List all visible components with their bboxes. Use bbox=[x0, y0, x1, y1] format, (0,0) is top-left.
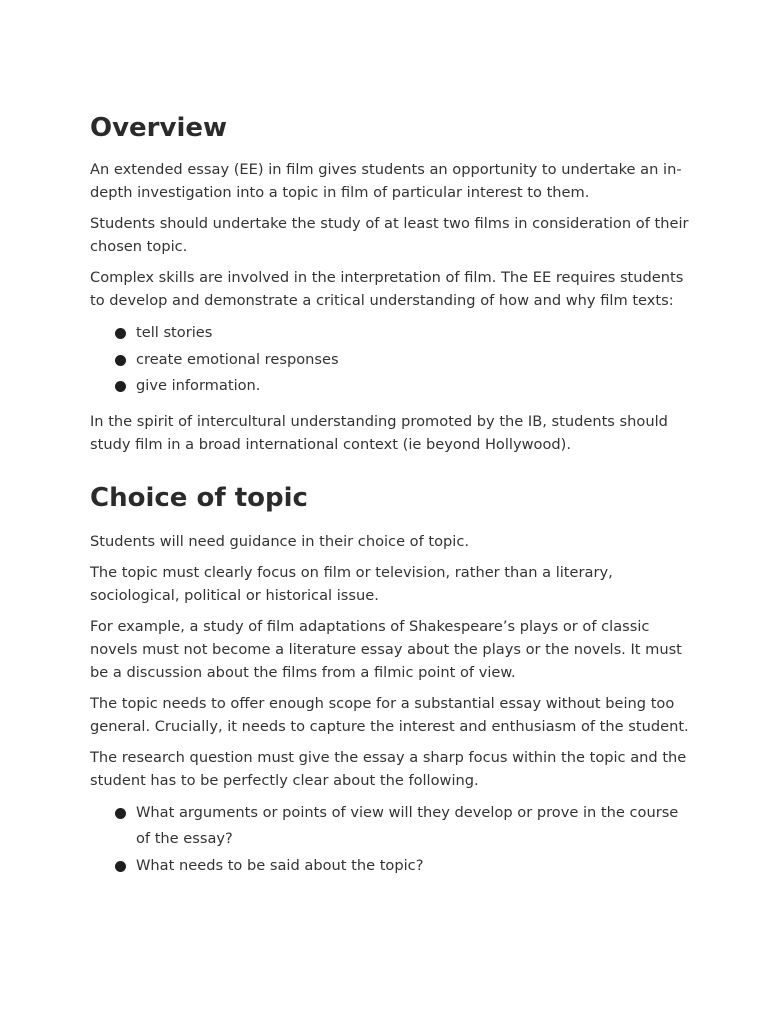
overview-paragraph: Students should undertake the study of at least two films in consideration of their chosen topic. bbox=[90, 215, 689, 255]
document-body bbox=[90, 108, 690, 889]
list-item-text: create emotional responses bbox=[136, 350, 339, 368]
bullet-icon bbox=[115, 355, 126, 366]
bullet-icon bbox=[115, 808, 126, 819]
topic-paragraph: The topic must clearly focus on film or television, rather than a literary, sociological, political or historical issue. bbox=[90, 563, 613, 604]
research-questions-list bbox=[90, 800, 690, 880]
overview-heading: Overview bbox=[90, 113, 228, 143]
bullet-icon bbox=[115, 328, 126, 339]
film-purposes-list bbox=[90, 320, 690, 400]
list-item-text: tell stories bbox=[136, 324, 213, 341]
topic-paragraph: The topic needs to offer enough scope for a substantial essay without being too general. Crucially, it needs to capture the interest and enthusiasm of the student. bbox=[90, 694, 689, 735]
list-item-text: What needs to be said about the topic? bbox=[136, 856, 424, 874]
bullet-icon bbox=[115, 861, 126, 872]
topic-paragraph: The research question must give the essay a sharp focus within the topic and the student has to be perfectly clear about the following. bbox=[90, 748, 687, 789]
bullet-icon bbox=[115, 381, 126, 392]
list-item bbox=[114, 373, 690, 400]
topic-paragraph: Students will need guidance in their choice of topic. bbox=[90, 532, 470, 550]
list-item-text: What arguments or points of view will they develop or prove in the course of the essay? bbox=[136, 803, 679, 847]
list-item bbox=[114, 320, 690, 347]
topic-paragraph: For example, a study of film adaptations of Shakespeare’s plays or of classic novels must not become a literature essay about the plays or the novels. It must be a discussion about the films from a filmic point of view. bbox=[90, 617, 682, 681]
list-item bbox=[114, 853, 690, 880]
list-item bbox=[114, 347, 690, 374]
overview-closing-paragraph: In the spirit of intercultural understanding promoted by the IB, students should study film in a broad international context (ie beyond Hollywood). bbox=[90, 412, 668, 453]
choice-of-topic-heading: Choice of topic bbox=[90, 482, 308, 513]
list-item bbox=[114, 800, 690, 853]
overview-paragraph: Complex skills are involved in the interpretation of film. The EE requires students to develop and demonstrate a critical understanding of how and why film texts: bbox=[90, 269, 684, 309]
overview-paragraph: An extended essay (EE) in film gives students an opportunity to undertake an in-depth investigation into a topic in film of particular interest to them. bbox=[90, 161, 682, 201]
list-item-text: give information. bbox=[136, 377, 261, 394]
